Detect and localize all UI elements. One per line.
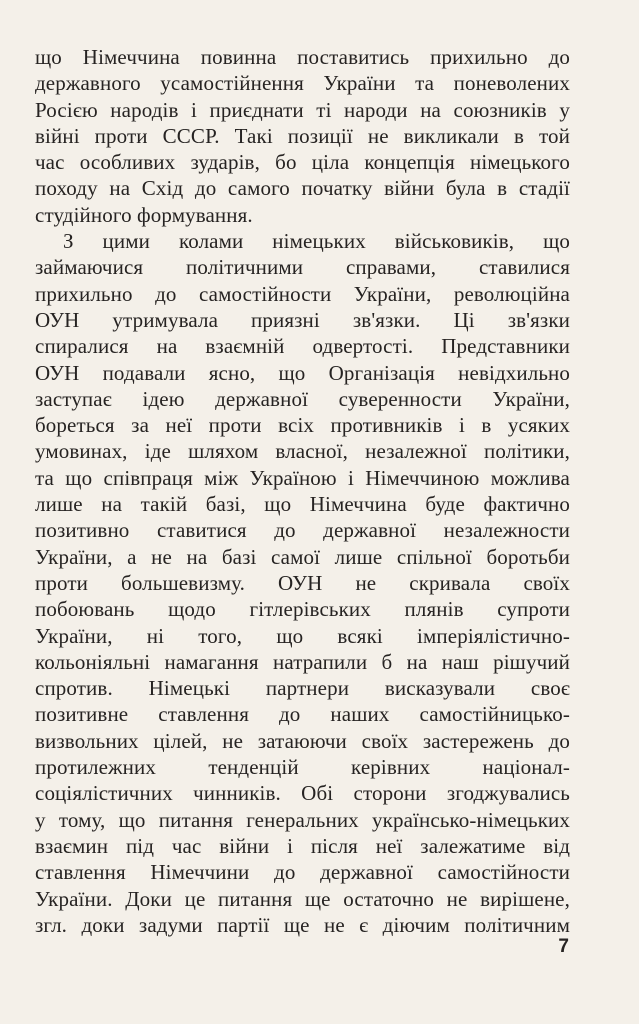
text-line: час особливих зударів, бо ціла концепція німецького bbox=[35, 150, 570, 175]
text-line: походу на Схід до самого початку війни була в стадії bbox=[35, 176, 570, 201]
text-line: прихильно до самостійности України, революційна bbox=[35, 281, 570, 306]
text-line: України. Доки це питання ще остаточно не вирішене, bbox=[35, 886, 570, 911]
text-line: взаємин під час війни і після неї залежатиме від bbox=[35, 833, 570, 858]
text-line: спротив. Німецькі партнери висказували своє bbox=[35, 676, 570, 701]
text-line: спиралися на взаємній одвертості. Представники bbox=[35, 334, 570, 359]
body-text bbox=[35, 44, 570, 938]
text-line: позитивно ставитися до державної незалежности bbox=[35, 518, 570, 543]
text-line: та що співпраця між Україною і Німеччиною можлива bbox=[35, 465, 570, 490]
text-line: України, ні того, що всякі імперіялістично- bbox=[35, 623, 570, 648]
text-line: заступає ідею державної суверенности України, bbox=[35, 386, 570, 411]
text-line: війні проти СССР. Такі позиції не викликали в той bbox=[35, 123, 570, 148]
text-line: бореться за неї проти всіх противників і в усяких bbox=[35, 413, 570, 438]
text-line: ОУН подавали ясно, що Організація невідхильно bbox=[35, 360, 570, 385]
text-line: побоювань щодо гітлерівських плянів супроти bbox=[35, 597, 570, 622]
text-line: України, а не на базі самої лише спільної боротьби bbox=[35, 544, 570, 569]
text-line: державного усамостійнення України та поневолених bbox=[35, 71, 570, 96]
text-line: визвольних цілей, не затаюючи своїх застережень до bbox=[35, 728, 570, 753]
text-line: у тому, що питання генеральних українсько-німецьких bbox=[35, 807, 570, 832]
text-line: протилежних тенденцій керівних націонал- bbox=[35, 755, 570, 780]
text-line: умовинах, іде шляхом власної, незалежної політики, bbox=[35, 439, 570, 464]
paragraph bbox=[35, 44, 570, 228]
text-line: студійного формування. bbox=[35, 202, 253, 227]
text-line: ОУН утримувала приязні зв'язки. Ці зв'язки bbox=[35, 307, 570, 332]
text-line: ставлення Німеччини до державної самостійности bbox=[35, 860, 570, 885]
text-line: соціялістичних чинників. Обі сторони згоджувались bbox=[35, 781, 570, 806]
text-line: згл. доки задуми партії ще не є діючим політичним bbox=[35, 912, 570, 937]
text-line: проти большевизму. ОУН не скривала своїх bbox=[35, 570, 570, 595]
text-line: З цими колами німецьких військовиків, що bbox=[63, 229, 570, 254]
text-line: лише на такій базі, що Німеччина буде фактично bbox=[35, 492, 570, 517]
text-line: позитивне ставлення до наших самостійницько- bbox=[35, 702, 570, 727]
paragraph bbox=[35, 228, 570, 938]
text-line: що Німеччина повинна поставитись прихильно до bbox=[35, 45, 570, 69]
text-line: Росією народів і приєднати ті народи на союзників у bbox=[35, 97, 570, 122]
text-line: кольоніяльні намагання натрапили б на наш рішучий bbox=[35, 649, 570, 674]
page-number: 7 bbox=[558, 936, 569, 957]
text-line: займаючися політичними справами, ставилися bbox=[35, 255, 570, 280]
